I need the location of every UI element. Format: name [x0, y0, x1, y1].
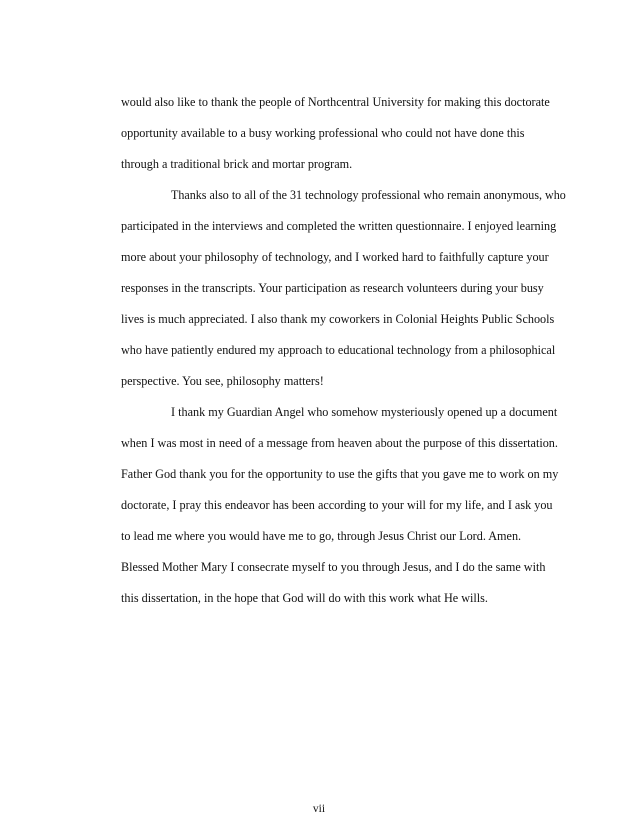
body-text-line: this dissertation, in the hope that God will do with this work what He wills. — [121, 591, 488, 605]
body-text-line: perspective. You see, philosophy matters! — [121, 374, 324, 388]
body-text-line: more about your philosophy of technology, and I worked hard to faithfully capture your — [121, 250, 549, 264]
page-number: vii — [312, 803, 326, 815]
body-text-line: I thank my Guardian Angel who somehow mysteriously opened up a document — [171, 405, 558, 419]
body-text-line: who have patiently endured my approach to educational technology from a philosophical — [121, 343, 556, 357]
body-text-line: responses in the transcripts. Your participation as research volunteers during your busy — [121, 281, 544, 295]
body-text-line: Thanks also to all of the 31 technology professional who remain anonymous, who — [171, 188, 566, 202]
body-text-line: when I was most in need of a message from heaven about the purpose of this dissertation. — [121, 436, 558, 450]
body-text-line: through a traditional brick and mortar program. — [121, 157, 353, 171]
body-text-line: would also like to thank the people of Northcentral University for making this doctorate — [121, 95, 550, 109]
body-text-line: Blessed Mother Mary I consecrate myself to you through Jesus, and I do the same with — [121, 560, 546, 574]
body-text-line: opportunity available to a busy working professional who could not have done this — [121, 126, 525, 140]
body-text-line: participated in the interviews and completed the written questionnaire. I enjoyed learning — [121, 219, 557, 233]
body-text-line: Father God thank you for the opportunity to use the gifts that you gave me to work on my — [121, 467, 559, 481]
body-text-line: doctorate, I pray this endeavor has been according to your will for my life, and I ask you — [121, 498, 553, 512]
body-text-line: to lead me where you would have me to go, through Jesus Christ our Lord. Amen. — [121, 529, 522, 543]
body-text-line: lives is much appreciated. I also thank my coworkers in Colonial Heights Public Schools — [121, 312, 555, 326]
